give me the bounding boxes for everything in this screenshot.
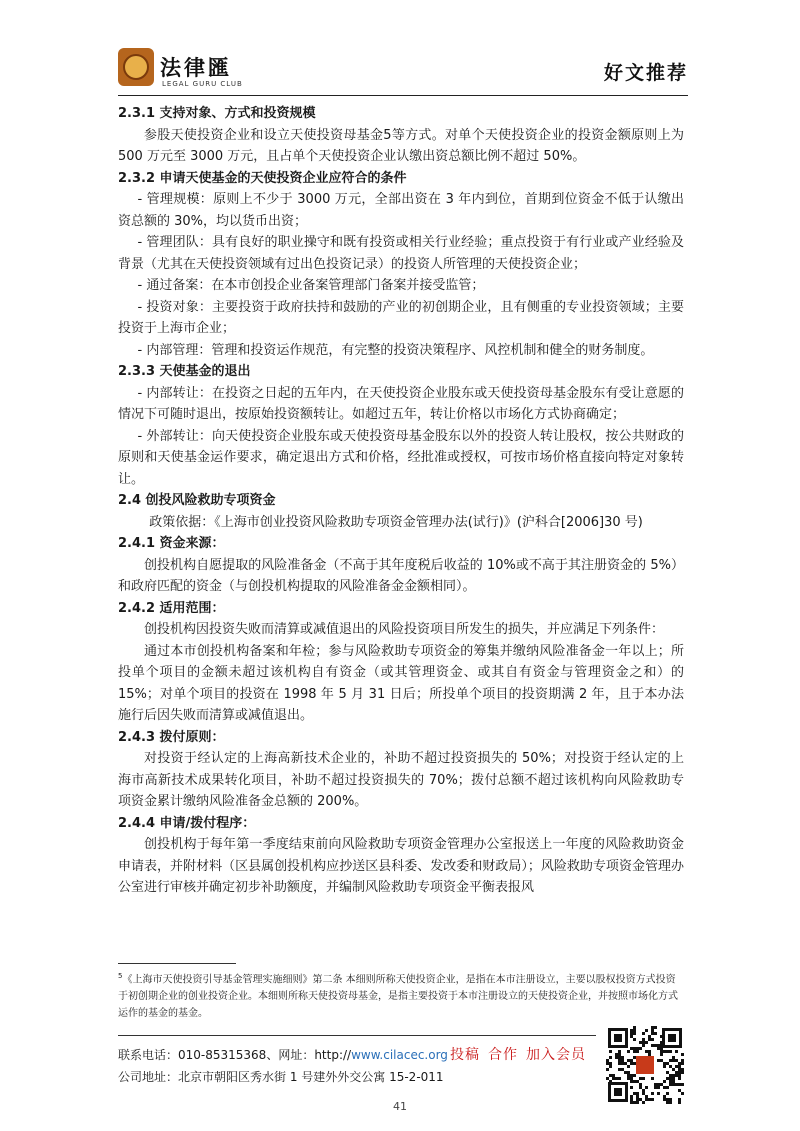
footnote	[118, 968, 684, 1022]
call-to-action	[450, 1044, 594, 1064]
bullet-item: - 内部转让：在投资之日起的五年内，在天使投资企业股东或天使投资母基金股东有受让意愿的情况下可随时退出，按原始投资额转让。如超过五年，转让价格以市场化方式协商确定；	[118, 385, 684, 422]
cta-join[interactable]: 加入会员	[526, 1047, 586, 1063]
paragraph: 参股天使投资企业和设立天使投资母基金5等方式。对单个天使投资企业的投资金额原则上为 500 万元至 3000 万元，且占单个天使投资企业认缴出资总额比例不超过 50%。	[118, 127, 684, 164]
footer-divider	[118, 1035, 596, 1036]
footnote-text: 《上海市天使投资引导基金管理实施细则》第二条 本细则所称天使投资企业，是指在本市注册设立，主要以股权投资方式投资于初创期企业的创业投资企业。本细则所称天使投资母基金，是指主要投资于本市注册设立的天使投资企业，并按照市场化方式运作的基金的基金。	[118, 974, 678, 1020]
heading-2-3-2: 2.3.2 申请天使基金的天使投资企业应符合的条件	[118, 170, 407, 186]
paragraph: 创投机构因投资失败而清算或减值退出的风险投资项目所发生的损失，并应满足下列条件：	[144, 622, 665, 637]
heading-2-3-3: 2.3.3 天使基金的退出	[118, 364, 251, 379]
paragraph: 通过本市创投机构备案和年检；参与风险救助专项资金的筹集并缴纳风险准备金一年以上；所投单个项目的金额未超过该机构自有资金（或其管理资金、或其自有资金与管理资金之和）的 15%；对单个项目的投资在 1998 年 5 月 31 日后；所投单个项目的投资期满 2 年，且于本办法施行后因失败而清算或减值退出。	[118, 643, 684, 723]
heading-2-4-1: 2.4.1 资金来源：	[118, 536, 225, 551]
contact-line	[118, 1046, 448, 1063]
legal-guru-logo-icon	[118, 48, 154, 86]
website-link[interactable]: www.cilacec.org	[351, 1048, 448, 1062]
heading-2-4-3: 2.4.3 拨付原则：	[118, 729, 225, 745]
contact-phone: 联系电话：010-85315368、网址：http://	[118, 1048, 352, 1062]
heading-2-4-2: 2.4.2 适用范围：	[118, 600, 225, 616]
heading-2-3-1: 2.3.1 支持对象、方式和投资规模	[118, 106, 316, 121]
brand-name: 法律匯	[160, 55, 232, 80]
policy-basis: 政策依据：《上海市创业投资风险救助专项资金管理办法(试行)》(沪科合[2006]30 号)	[149, 514, 643, 530]
bullet-item: - 管理团队：具有良好的职业操守和既有投资或相关行业经验；重点投资于有行业或产业经验及背景（尤其在天使投资领域有过出色投资记录）的投资人所管理的天使投资企业；	[118, 235, 684, 272]
qr-code-icon	[606, 1026, 684, 1104]
paragraph: 对投资于经认定的上海高新技术企业的，补助不超过投资损失的 50%；对投资于经认定的上海市高新技术成果转化项目，补助不超过投资损失的 70%；拨付总额不超过该机构向风险救助专项资金累计缴纳风险准备金总额的 200%。	[118, 751, 684, 809]
cta-cooperate[interactable]: 合作	[488, 1047, 518, 1063]
brand-name-en: LEGAL GURU CLUB	[162, 80, 243, 88]
section-label: 好文推荐	[603, 62, 688, 84]
bullet-item: - 管理规模：原则上不少于 3000 万元，全部出资在 3 年内到位，首期到位资金不低于认缴出资总额的 30%，均以货币出资；	[118, 192, 684, 229]
page-number: 41	[393, 1100, 407, 1113]
paragraph: 创投机构于每年第一季度结束前向风险救助专项资金管理办公室报送上一年度的风险救助资金申请表，并附材料（区县属创投机构应抄送区县科委、发改委和财政局）；风险救助专项资金管理办公室进行审核并确定初步补助额度，并编制风险救助专项资金平衡表报风	[118, 837, 684, 895]
heading-2-4-4: 2.4.4 申请/拨付程序：	[118, 815, 256, 831]
company-address: 公司地址：北京市朝阳区秀水街 1 号建外外交公寓 15-2-011	[118, 1070, 444, 1084]
heading-2-4: 2.4 创投风险救助专项资金	[118, 493, 276, 508]
bullet-item: - 投资对象：主要投资于政府扶持和鼓励的产业的初创期企业，且有侧重的专业投资领域；主要投资于上海市企业；	[118, 299, 684, 336]
bullet-item: - 通过备案：在本市创投企业备案管理部门备案并接受监管；	[137, 278, 485, 293]
footnote-mark: 5	[118, 972, 123, 980]
cta-submit[interactable]: 投稿	[450, 1047, 480, 1063]
bullet-item: - 内部管理：管理和投资运作规范，有完整的投资决策程序、风控机制和健全的财务制度。	[137, 342, 654, 358]
header-divider	[118, 95, 688, 96]
footnote-divider	[118, 963, 236, 964]
bullet-item: - 外部转让：向天使投资企业股东或天使投资母基金股东以外的投资人转让股权，按公共财政的原则和天使基金运作要求，确定退出方式和价格，经批准或授权，可按市场价格直接向特定对象转让。	[118, 428, 684, 487]
paragraph: 创投机构自愿提取的风险准备金（不高于其年度税后收益的 10%或不高于其注册资金的 5%）和政府匹配的资金（与创投机构提取的风险准备金金额相同）。	[118, 557, 684, 594]
document-body	[118, 103, 684, 899]
